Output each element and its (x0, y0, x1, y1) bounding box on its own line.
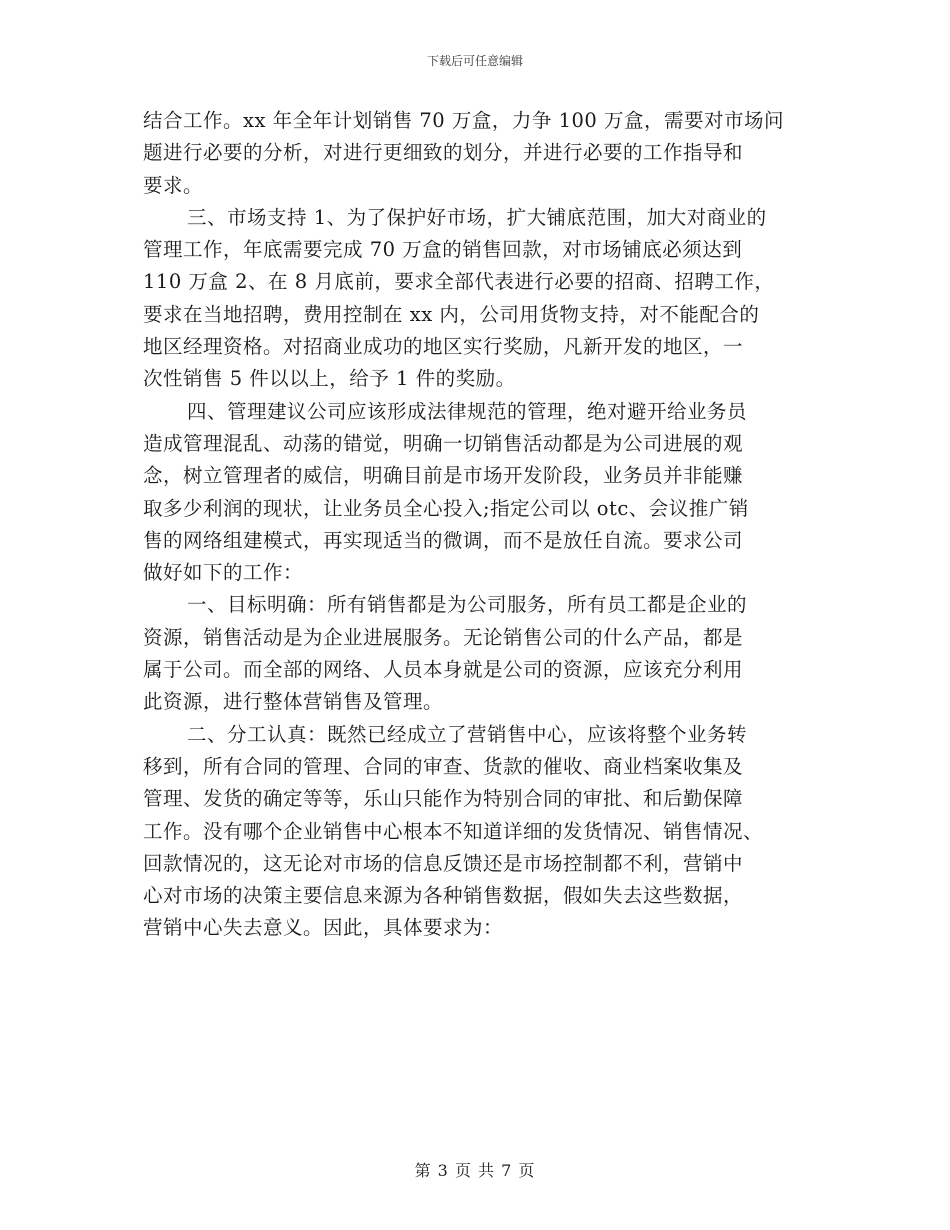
paragraph-start-line: 一、目标明确：所有销售都是为公司服务，所有员工都是企业的 (187, 593, 748, 617)
text-line: 次性销售 5 件以以上，给予 1 件的奖励。 (143, 367, 516, 391)
text-line: 此资源，进行整体营销售及管理。 (143, 690, 444, 714)
text-line: 管理工作，年底需要完成 70 万盒的销售回款，对市场铺底必须达到 (143, 238, 743, 262)
text-line: 念，树立管理者的威信，明确目前是市场开发阶段，业务员并非能赚 (143, 464, 744, 488)
text-line: 属于公司。而全部的网络、人员本身就是公司的资源，应该充分利用 (143, 658, 744, 682)
text-line: 资源，销售活动是为企业进展服务。无论销售公司的什么产品，都是 (143, 625, 744, 649)
text-line: 移到，所有合同的管理、合同的审查、货款的催收、商业档案收集及 (143, 754, 744, 778)
paragraph-start-line: 二、分工认真：既然已经成立了营销售中心，应该将整个业务转 (187, 722, 748, 746)
document-body (143, 105, 810, 945)
text-line: 心对市场的决策主要信息来源为各种销售数据，假如失去这些数据， (143, 884, 744, 908)
text-line: 营销中心失去意义。因此，具体要求为： (143, 916, 504, 940)
text-line: 工作。没有哪个企业销售中心根本不知道详细的发货情况、销售情况、 (143, 819, 764, 843)
text-line: 取多少利润的现状，让业务员全心投入;指定公司以 otc、会议推广销 (143, 496, 749, 520)
text-line: 造成管理混乱、动荡的错觉，明确一切销售活动都是为公司进展的观 (143, 431, 744, 455)
page-header: 下载后可任意编辑 (426, 54, 523, 68)
text-line: 结合工作。xx 年全年计划销售 70 万盒，力争 100 万盒，需要对市场问 (143, 109, 785, 132)
paragraph-start-line: 三、市场支持 1、为了保护好市场，扩大铺底范围，加大对商业的 (187, 205, 767, 229)
text-line: 要求在当地招聘，费用控制在 xx 内，公司用货物支持，对不能配合的 (143, 302, 760, 326)
text-line: 售的网络组建模式，再实现适当的微调，而不是放任自流。要求公司 (143, 528, 744, 552)
text-line: 110 万盒 2、在 8 月底前，要求全部代表进行必要的招商、招聘工作， (143, 270, 775, 294)
paragraph-start-line: 四、管理建议公司应该形成法律规范的管理，绝对避开给业务员 (187, 399, 748, 423)
text-line: 管理、发货的确定等等，乐山只能作为特别合同的审批、和后勤保障 (143, 787, 744, 811)
text-line: 做好如下的工作： (143, 561, 304, 585)
text-line: 回款情况的，这无论对市场的信息反馈还是市场控制都不利，营销中 (143, 851, 744, 875)
text-line: 题进行必要的分析，对进行更细致的划分，并进行必要的工作指导和 (143, 141, 744, 165)
text-line: 要求。 (143, 173, 204, 197)
page-footer: 第 3 页 共 7 页 (414, 1161, 536, 1180)
text-line: 地区经理资格。对招商业成功的地区实行奖励，凡新开发的地区，一 (143, 335, 744, 359)
